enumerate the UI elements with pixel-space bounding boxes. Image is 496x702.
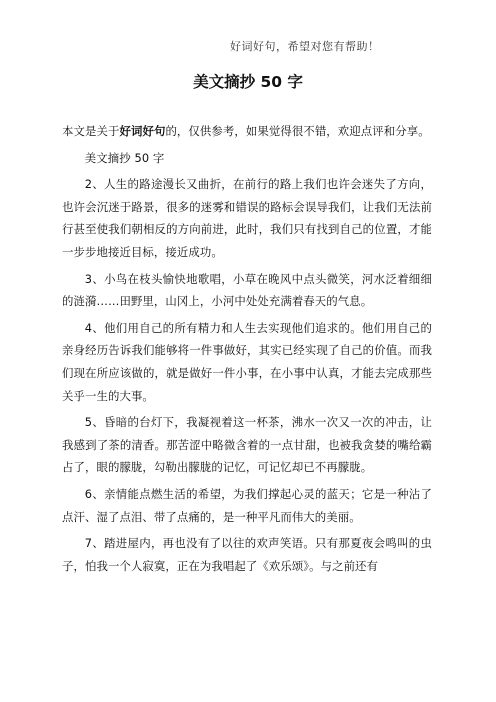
- intro-suffix: 的，仅供参考，如果觉得很不错，欢迎点评和分享。: [165, 124, 430, 138]
- subheading: 美文摘抄 50 字: [84, 150, 165, 165]
- header-note: 好词好句，希望对您有帮助！: [230, 40, 380, 53]
- intro-prefix: 本文是关于: [62, 124, 120, 138]
- intro-keyword: 好词好句: [119, 124, 166, 138]
- document-title: 美文摘抄 50 字: [193, 73, 303, 91]
- paragraph-2: 2、人生的路途漫长又曲折，在前行的路上我们也许会迷失了方向，也许会沉迷于路景，很多的迷雾和错误的路标会误导我们，让我们无法前行甚至使我们朝相反的方向前进，此时，我们只有找到自己的位置，才能一步步地接近目标，接近成功。: [62, 177, 432, 259]
- paragraph-7: 7、踏进屋内，再也没有了以往的欢声笑语。只有那夏夜会鸣叫的虫子，怕我一个人寂寞，正在为我唱起了《欢乐颂》。与之前还有: [62, 536, 432, 573]
- paragraph-5: 5、昏暗的台灯下，我凝视着这一杯茶，沸水一次又一次的冲击，让我感到了茶的清香。那苦涩中略微含着的一点甘甜，也被我贪婪的嘴给霸占了，眼的朦胧，勾勒出朦胧的记忆，可记忆却已不再朦胧。: [62, 415, 432, 475]
- paragraph-3: 3、小鸟在枝头愉快地歌唱，小草在晚风中点头微笑，河水泛着细细的涟漪……田野里，山冈上，小河中处处充满着春天的气息。: [62, 271, 432, 309]
- intro-paragraph: [62, 120, 432, 143]
- paragraph-6: 6、亲情能点燃生活的希望，为我们撑起心灵的蓝天；它是一种沾了点汗、湿了点泪、带了点痛的，是一种平凡而伟大的美丽。: [62, 486, 432, 524]
- paragraph-4: 4、他们用自己的所有精力和人生去实现他们追求的。他们用自己的亲身经历告诉我们能够将一件事做好，其实已经实现了自己的价值。而我们现在所应该做的，就是做好一件小事，在小事中认真，才能去完成那些关乎一生的大事。: [62, 320, 432, 403]
- document-body: [62, 120, 432, 581]
